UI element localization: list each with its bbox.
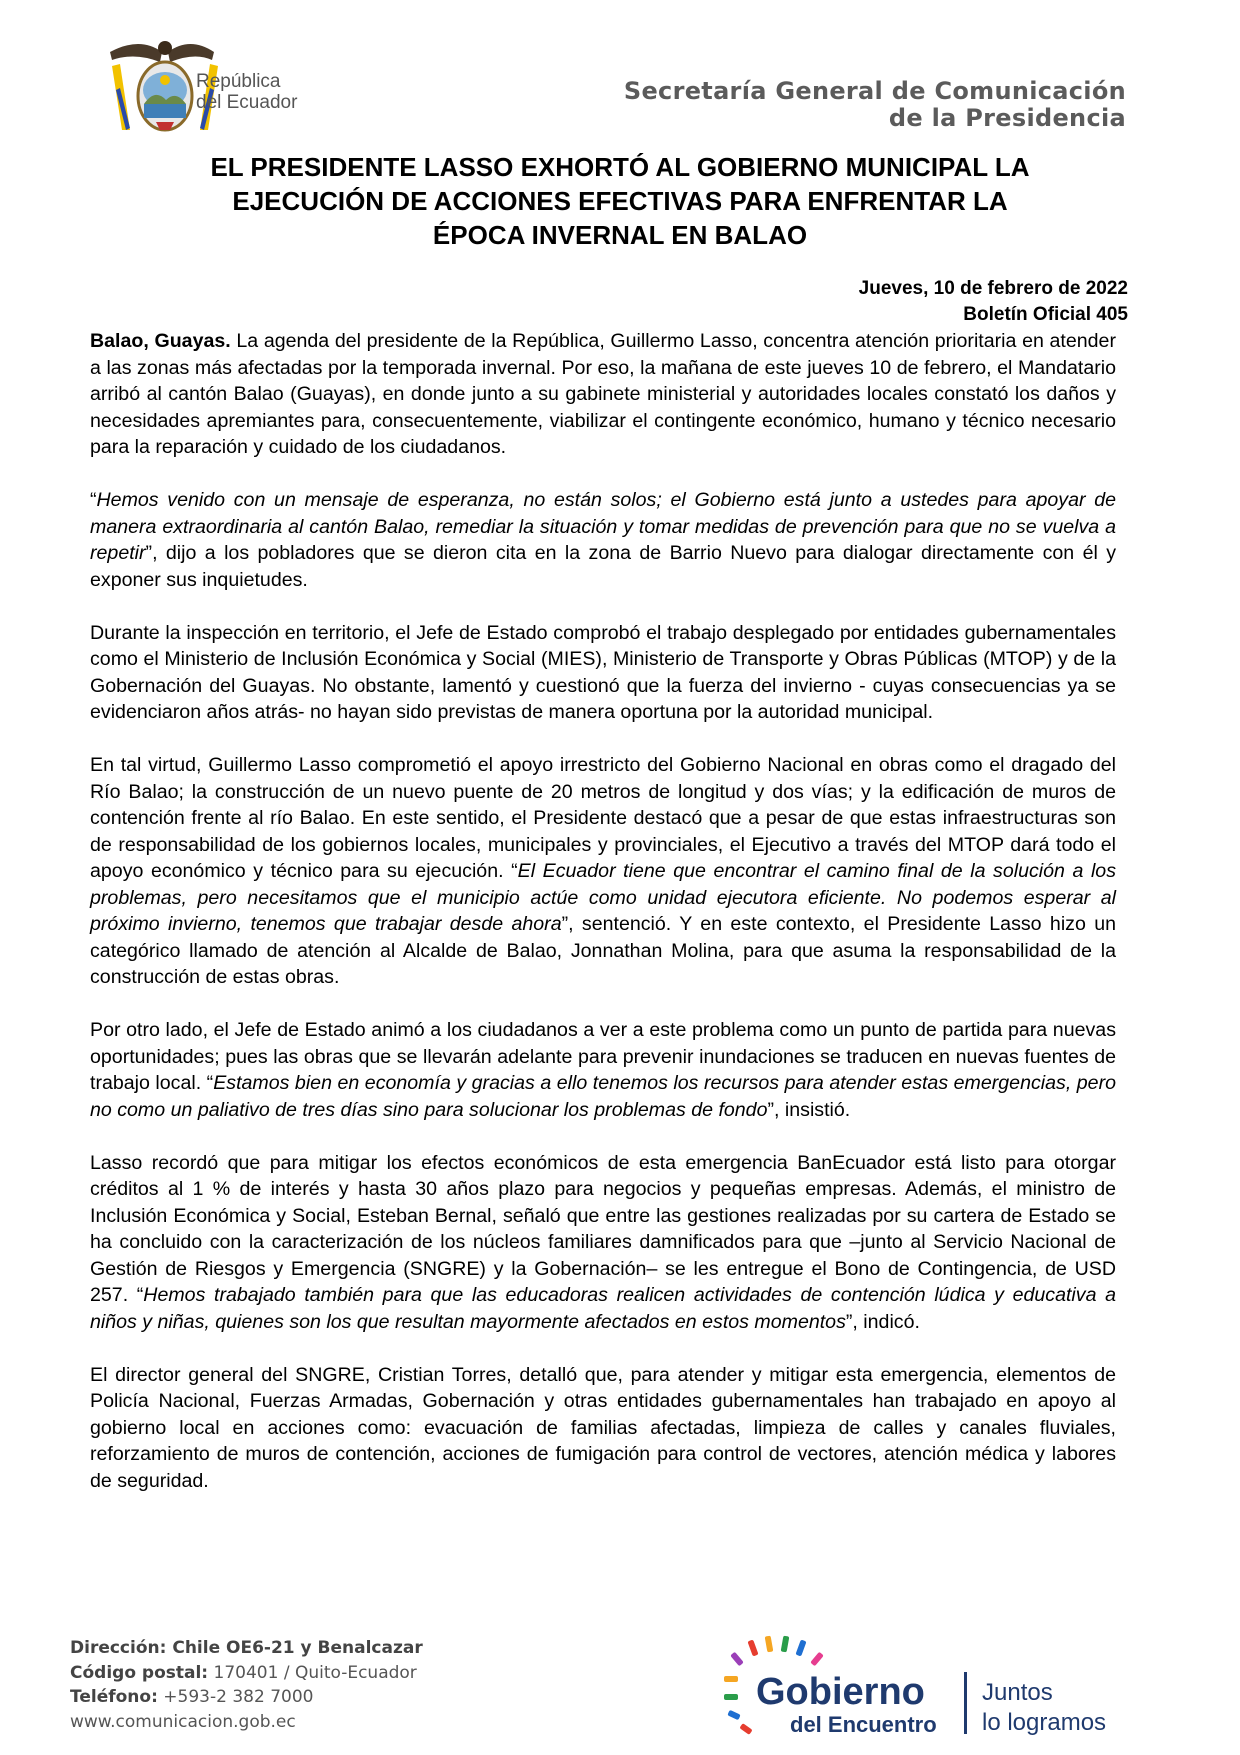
postal-value: 170401 / Quito-Ecuador xyxy=(208,1662,417,1683)
paragraph-2 xyxy=(90,487,1116,593)
republic-line2: del Ecuador xyxy=(196,92,298,113)
gobierno-del-encuentro-logo xyxy=(720,1632,1140,1742)
secretariat-line1: Secretaría General de Comunicación xyxy=(623,77,1126,105)
secretariat-line2: de la Presidencia xyxy=(888,104,1126,132)
title-line1: EL PRESIDENTE LASSO EXHORTÓ AL GOBIERNO MUNICIPAL LA xyxy=(210,152,1030,182)
slogan-line2: lo logramos xyxy=(982,1709,1107,1736)
paragraph-6-quote: Hemos trabajado también para que las educadoras realicen actividades de contención lúdica y educativa a niños y niñas, quienes son los que resultan mayormente afectados en estos momentos xyxy=(90,1284,1116,1333)
paragraph-6-text-end: ”, indicó. xyxy=(845,1310,920,1333)
footer-phone xyxy=(70,1685,423,1710)
paragraph-6-text: Lasso recordó que para mitigar los efectos económicos de esta emergencia BanEcuador está listo para otorgar créditos al 1 % de interés y hasta 30 años plazo para negocios y pequeñas empresas. Además, el ministro de Inclusión Económica y Social, Esteban Bernal, señaló que entre las gestiones realizadas por su cartera de Estado se ha concluido con la caracterización de los núcleos familiares damnificados para que –junto al Servicio Nacional de Gestión de Riesgos y Emergencia (SNGRE) y la Gobernación– se les entregue el Bono de Contingencia, de USD 257. “ xyxy=(90,1151,1116,1306)
article-body xyxy=(90,328,1116,1521)
paragraph-6 xyxy=(90,1150,1116,1336)
paragraph-2-text: ”, dijo a los pobladores que se dieron cita en la zona de Barrio Nuevo para dialogar directamente con él y exponer sus inquietudes. xyxy=(90,542,1116,591)
republic-wordmark xyxy=(196,71,297,113)
phone-label: Teléfono: xyxy=(70,1687,158,1707)
address-value: Chile OE6-21 y Benalcazar xyxy=(166,1638,423,1658)
slogan-line1: Juntos xyxy=(982,1679,1053,1706)
quote-open-mark: “ xyxy=(90,489,97,511)
paragraph-5-quote: Estamos bien en economía y gracias a ello tenemos los recursos para atender estas emergencias, pero no como un paliativo de tres días sino para solucionar los problemas de fondo xyxy=(90,1072,1116,1121)
bulletin-date: Jueves, 10 de febrero de 2022 xyxy=(858,278,1128,299)
paragraph-3: Durante la inspección en territorio, el Jefe de Estado comprobó el trabajo desplegado por entidades gubernamentales como el Ministerio de Inclusión Económica y Social (MIES), Ministerio de Transporte y Obras Públicas (MTOP) y de la Gobernación del Guayas. No obstante, lamentó y cuestionó que la fuerza del invierno - cuyas consecuencias ya se evidenciaron años atrás- no hayan sido previstas de manera oportuna por la autoridad municipal. xyxy=(90,621,1116,723)
paragraph-5-text: Por otro lado, el Jefe de Estado animó a los ciudadanos a ver a este problema como un punto de partida para nuevas oportunidades; pues las obras que se llevarán adelante para prevenir inundaciones se traducen en nuevas fuentes de trabajo local. “ xyxy=(90,1019,1116,1094)
title-line2: EJECUCIÓN DE ACCIONES EFECTIVAS PARA ENFRENTAR LA xyxy=(232,186,1008,216)
paragraph-7: El director general del SNGRE, Cristian Torres, detalló que, para atender y mitigar esta emergencia, elementos de Policía Nacional, Fuerzas Armadas, Gobernación y otras entidades gubernamentales han trabajado en apoyo al gobierno local en acciones como: evacuación de familias afectadas, limpieza de calles y canales fluviales, reforzamiento de muros de contención, acciones de fumigación para control de vectores, atención médica y labores de seguridad. xyxy=(90,1363,1116,1492)
paragraph-5-text-end: ”, insistió. xyxy=(767,1098,851,1121)
secretariat-heading xyxy=(624,78,1126,132)
logo-divider xyxy=(964,1672,967,1734)
gob-line1: Gobierno xyxy=(756,1671,925,1713)
paragraph-2-quote: Hemos venido con un mensaje de esperanza, no están solos; el Gobierno está junto a ustedes para apoyar de manera extraordinaria al cantón Balao, remediar la situación y tomar medidas de prevención para que no se vuelva a repetir xyxy=(90,489,1116,564)
footer-contact xyxy=(70,1636,423,1734)
paragraph-1-text: La agenda del presidente de la República, Guillermo Lasso, concentra atención prioritaria en atender a las zonas más afectadas por la temporada invernal. Por eso, la mañana de este jueves 10 de febrero, el Mandatario arribó al cantón Balao (Guayas), en donde junto a su gabinete ministerial y autoridades locales constató los daños y necesidades apremiantes para, consecuentemente, viabilizar el contingente económico, humano y técnico necesario para la reparación y cuidado de los ciudadanos. xyxy=(90,330,1116,458)
paragraph-4-quote: El Ecuador tiene que encontrar el camino final de la solución a los problemas, pero necesitamos que el municipio actúe como unidad ejecutora eficiente. No podemos esperar al próximo invierno, tenemos que trabajar desde ahora xyxy=(90,860,1116,935)
footer-postal xyxy=(70,1661,423,1686)
republic-line1: República xyxy=(196,71,281,92)
footer-address xyxy=(70,1636,423,1661)
address-label: Dirección: xyxy=(70,1638,167,1658)
paragraph-5 xyxy=(90,1017,1116,1123)
paragraph-4-text: En tal virtud, Guillermo Lasso comprometió el apoyo irrestricto del Gobierno Nacional en obras como el dragado del Río Balao; la construcción de un nuevo puente de 20 metros de longitud y dos vías; y la edificación de muros de contención frente al río Balao. En este sentido, el Presidente destacó que a pesar de que estas infraestructuras son de responsabilidad de los gobiernos locales, municipales y provinciales, el Ejecutivo a través del MTOP dará todo el apoyo económico y técnico para su ejecución. “ xyxy=(90,754,1116,882)
footer-website[interactable]: www.comunicacion.gob.ec xyxy=(70,1711,296,1732)
phone-value: +593-2 382 7000 xyxy=(157,1687,314,1707)
title-line3: ÉPOCA INVERNAL EN BALAO xyxy=(432,220,808,250)
bulletin-number: Boletín Oficial 405 xyxy=(963,304,1128,325)
paragraph-4-text-end: ”, sentenció. Y en este contexto, el Presidente Lasso hizo un categórico llamado de atención al Alcalde de Balao, Jonnathan Molina, para que asuma la responsabilidad de la construcción de estas obras. xyxy=(90,913,1116,988)
bulletin-meta xyxy=(859,276,1128,328)
gob-line2: del Encuentro xyxy=(790,1712,937,1737)
postal-label: Código postal: xyxy=(70,1662,209,1683)
page-title xyxy=(110,150,1130,252)
paragraph-1 xyxy=(90,328,1116,461)
paragraph-4 xyxy=(90,752,1116,991)
dateline: Balao, Guayas. xyxy=(90,330,231,352)
